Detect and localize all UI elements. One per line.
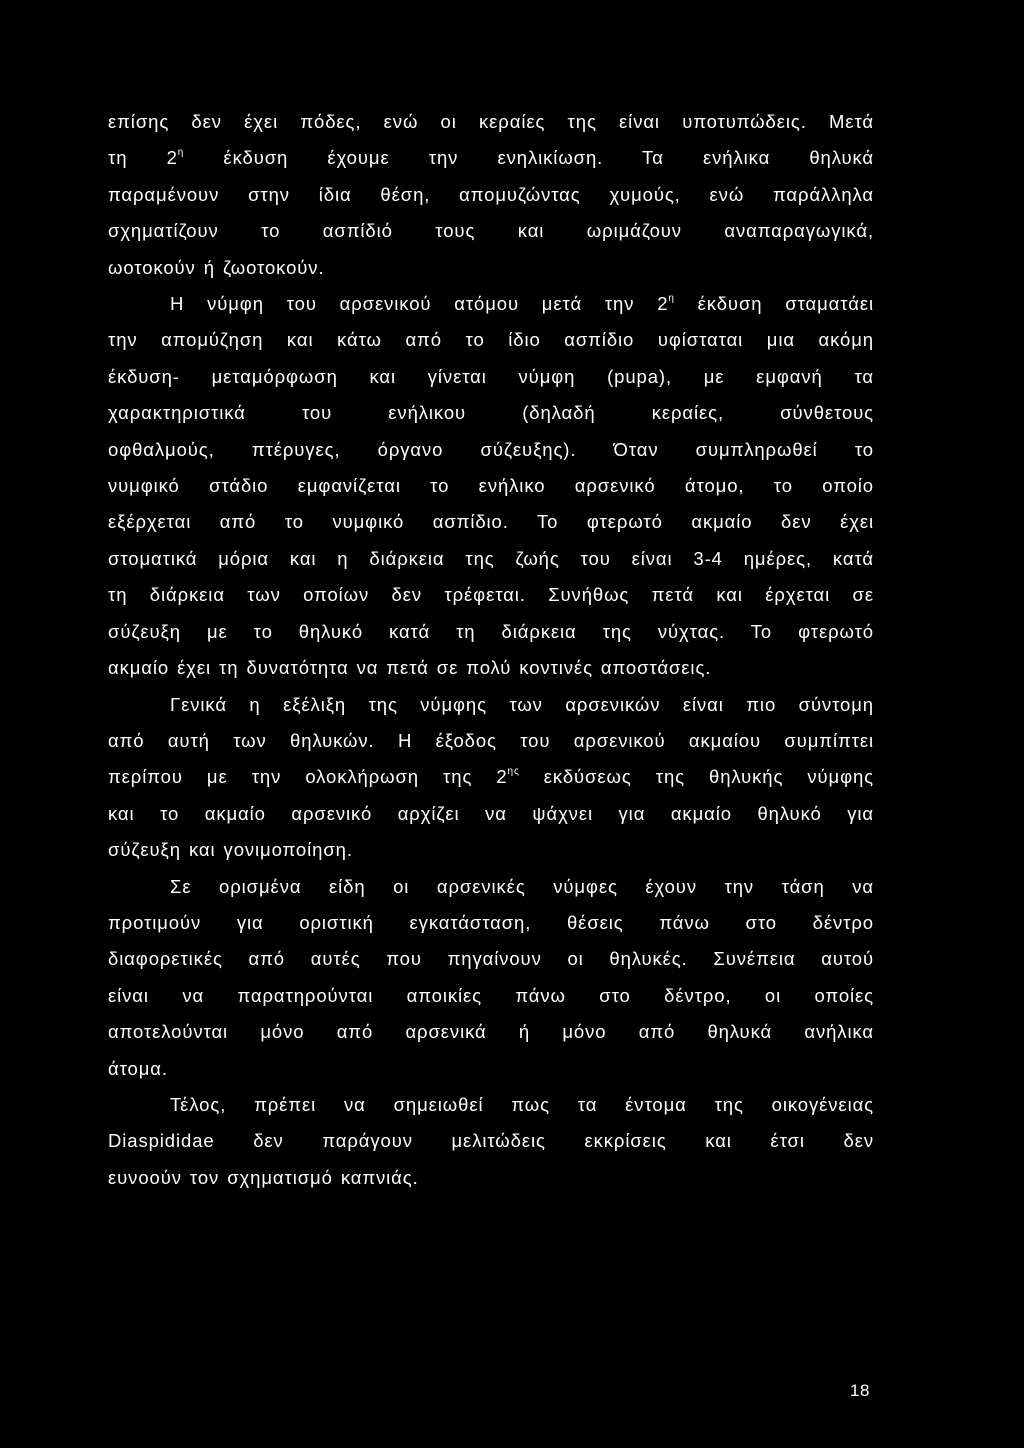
text-line: έκδυση- μεταμόρφωση και γίνεται νύμφη (pupa), με εμφανή τα [108,365,874,387]
text-line: νυμφικό στάδιο εμφανίζεται το ενήλικο αρσενικό άτομο, το οποίο [108,475,874,497]
document-body [108,104,874,1196]
text-line: επίσης δεν έχει πόδες, ενώ οι κεραίες της είναι υποτυπώδεις. Μετά [108,111,874,132]
paragraph [108,687,874,869]
text-line: αποτελούνται μόνο από αρσενικά ή μόνο από θηλυκά ανήλικα [108,1021,874,1043]
text-line: είναι να παρατηρούνται αποικίες πάνω στο δέντρο, οι οποίες [108,984,874,1006]
text-line: εξέρχεται από το νυμφικό ασπίδιο. Το φτερωτό ακμαίο δεν έχει [108,511,874,533]
text-line: στοματικά μόρια και η διάρκεια της ζωής του είναι 3-4 ημέρες, κατά [108,547,874,569]
text-line: Γενικά η εξέλιξη της νύμφης των αρσενικών είναι πιο σύντομη [170,693,874,715]
text-line: τη διάρκεια των οποίων δεν τρέφεται. Συνήθως πετά και έρχεται σε [108,584,874,606]
text-line: διαφορετικές από αυτές που πηγαίνουν οι θηλυκές. Συνέπεια αυτού [108,948,874,970]
text-line: Τέλος, πρέπει να σημειωθεί πως τα έντομα της οικογένειας [170,1093,874,1115]
paragraph [108,104,874,286]
paragraph [108,286,874,686]
text-line: άτομα. [108,1057,168,1079]
text-line: σχηματίζουν το ασπίδιό τους και ωριμάζουν αναπαραγωγικά, [108,220,874,242]
text-line: ευνοούν τον σχηματισμό καπνιάς. [108,1166,419,1188]
paragraph [108,1087,874,1196]
text-line: Η νύμφη του αρσενικού ατόμου μετά την $2^\eta$ έκδυση σταματάει [170,292,874,315]
text-line: σύζευξη και γονιμοποίηση. [108,839,353,861]
text-line: Diaspididae δεν παράγουν μελιτώδεις εκκρίσεις και έτσι δεν [108,1130,874,1152]
text-line: και το ακμαίο αρσενικό αρχίζει να ψάχνει για ακμαίο θηλυκό για [108,802,874,824]
text-line: την απομύζηση και κάτω από το ίδιο ασπίδιο υφίσταται μια ακόμη [108,329,874,351]
text-line: περίπου με την ολοκλήρωση της $2^{\eta\varsigma}$ εκδύσεως της θηλυκής νύμφης [108,766,874,788]
text-line: ωοτοκούν ή ζωοτοκούν. [108,256,325,278]
text-line: οφθαλμούς, πτέρυγες, όργανο σύζευξης). Όταν συμπληρωθεί το [108,438,874,460]
text-line: παραμένουν στην ίδια θέση, απομυζώντας χυμούς, ενώ παράλληλα [108,183,874,205]
paragraph [108,869,874,1087]
text-line: Σε ορισμένα είδη οι αρσενικές νύμφες έχουν την τάση να [170,875,874,897]
text-line: σύζευξη με το θηλυκό κατά τη διάρκεια της νύχτας. Το φτερωτό [108,620,874,642]
text-line: ακμαίο έχει τη δυνατότητα να πετά σε πολύ κοντινές αποστάσεις. [108,657,712,679]
text-line: από αυτή των θηλυκών. Η έξοδος του αρσενικού ακμαίου συμπίπτει [108,729,874,751]
text-line: προτιμούν για οριστική εγκατάσταση, θέσεις πάνω στο δέντρο [108,911,874,933]
page-number: 18 [850,1381,870,1400]
text-line: τη $2^\eta$ έκδυση έχουμε την ενηλικίωση. Τα ενήλικα θηλυκά [108,147,874,169]
text-line: χαρακτηριστικά του ενήλικου (δηλαδή κεραίες, σύνθετους [108,402,874,424]
